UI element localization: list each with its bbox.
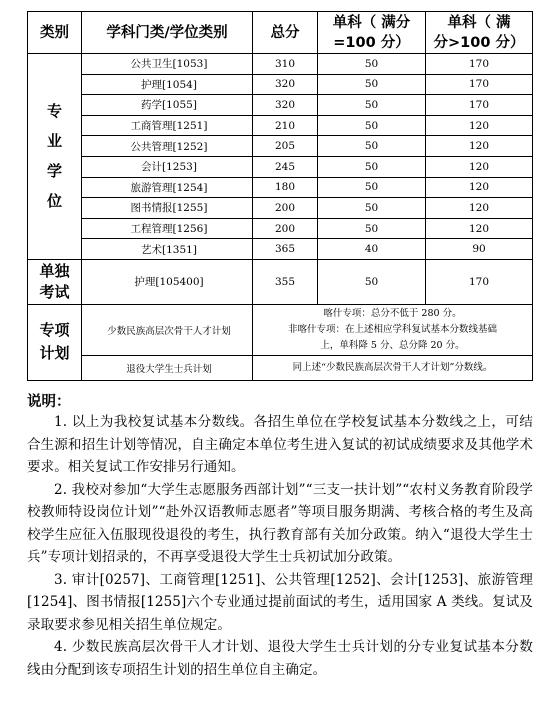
total-score: 200 [253, 198, 318, 219]
table-header-row [28, 12, 533, 54]
total-score: 320 [253, 74, 318, 95]
table-row-standalone-exam [28, 259, 533, 304]
single-gt100-score: 90 [426, 239, 533, 260]
discipline-name: 艺术[1351] [82, 239, 253, 260]
table-row [28, 95, 533, 116]
total-score: 210 [253, 115, 318, 136]
single-gt100-score: 170 [426, 74, 533, 95]
header-single-100-line1: 单科（ 满分 [332, 14, 411, 31]
single-100-score: 50 [318, 218, 426, 239]
discipline-name: 图书情报[1255] [82, 198, 253, 219]
total-score: 365 [253, 239, 318, 260]
single-100-score: 50 [318, 95, 426, 116]
single-gt100-score: 120 [426, 177, 533, 198]
single-gt100-score: 170 [426, 259, 533, 304]
single-100-score: 50 [318, 115, 426, 136]
category-standalone-exam: 单独 考试 [28, 259, 82, 304]
header-single-gt100-line2: 分>100 分） [433, 34, 525, 51]
discipline-name: 护理[1054] [82, 74, 253, 95]
header-single-gt100-line1: 单科（ 满 [447, 14, 511, 31]
total-score: 320 [253, 95, 318, 116]
discipline-name: 药学[1055] [82, 95, 253, 116]
plan-note: 同上述“少数民族高层次骨干人才计划”分数线。 [253, 355, 533, 380]
single-gt100-score: 120 [426, 198, 533, 219]
discipline-name: 工商管理[1251] [82, 115, 253, 136]
single-gt100-score: 120 [426, 136, 533, 157]
total-score: 180 [253, 177, 318, 198]
header-single-100-line2: =100 分） [333, 34, 410, 51]
table-row-special-plan [28, 304, 533, 355]
note-item: 1. 以上为我校复试基本分数线。各招生单位在学校复试基本分数线之上，可结合生源和招生计划等情况，自主确定本单位考生进入复试的初试成绩要求及其他学术要求。相关复试工作安排另行通知。 [27, 414, 533, 475]
single-gt100-score: 170 [426, 54, 533, 75]
category-special-plan: 专项 计划 [28, 304, 82, 380]
header-total: 总分 [253, 12, 318, 54]
table-row-special-plan [28, 355, 533, 380]
header-discipline: 学科门类/学位类别 [82, 12, 253, 54]
discipline-name: 公共卫生[1053] [82, 54, 253, 75]
table-row [28, 74, 533, 95]
header-category: 类别 [28, 12, 82, 54]
total-score: 245 [253, 156, 318, 177]
single-100-score: 50 [318, 136, 426, 157]
table-row [28, 136, 533, 157]
table-row [28, 177, 533, 198]
table-row [28, 156, 533, 177]
discipline-name: 护理[105400] [82, 259, 253, 304]
total-score: 355 [253, 259, 318, 304]
single-100-score: 50 [318, 198, 426, 219]
table-row [28, 198, 533, 219]
single-100-score: 50 [318, 74, 426, 95]
single-100-score: 50 [318, 259, 426, 304]
notes-section [27, 394, 533, 681]
single-gt100-score: 170 [426, 95, 533, 116]
note-item: 3. 审计[0257]、工商管理[1251]、公共管理[1252]、会计[1253]、旅游管理[1254]、图书情报[1255]六个专业通过提前面试的考生，适用国家 A 类线。复试及录取要求参见相关招生单位规定。 [27, 571, 533, 633]
table-row [28, 54, 533, 75]
total-score: 205 [253, 136, 318, 157]
category-professional-degree: 专 业 学 位 [28, 54, 82, 260]
note-item: 2. 我校对参加“大学生志愿服务西部计划”“三支一扶计划”“农村义务教育阶段学校教师特设岗位计划”“赴外汉语教师志愿者”等项目服务期满、考核合格的考生及高校学生应征入伍服现役退役的考生，执行教育部有关加分政策。纳入“退役大学生士兵”专项计划招录的，不再享受退役大学生士兵初试加分政策。 [27, 481, 533, 565]
single-100-score: 40 [318, 239, 426, 260]
discipline-name: 工程管理[1256] [82, 218, 253, 239]
score-table [27, 11, 533, 381]
single-gt100-score: 120 [426, 218, 533, 239]
single-100-score: 50 [318, 177, 426, 198]
note-item: 4. 少数民族高层次骨干人才计划、退役大学生士兵计划的分专业复试基本分数线由分配到该专项招生计划的招生单位自主确定。 [27, 639, 533, 678]
header-single-100 [318, 12, 426, 54]
plan-name: 少数民族高层次骨干人才计划 [82, 304, 253, 355]
header-single-gt100 [426, 12, 533, 54]
discipline-name: 会计[1253] [82, 156, 253, 177]
single-100-score: 50 [318, 54, 426, 75]
single-gt100-score: 120 [426, 115, 533, 136]
plan-name: 退役大学生士兵计划 [82, 355, 253, 380]
discipline-name: 旅游管理[1254] [82, 177, 253, 198]
table-row [28, 239, 533, 260]
notes-title: 说明： [27, 394, 71, 410]
table-row [28, 115, 533, 136]
single-100-score: 50 [318, 156, 426, 177]
total-score: 200 [253, 218, 318, 239]
plan-note: 喀什专项：总分不低于 280 分。 非喀什专项：在上述相应学科复试基本分数线基础 上，单科降 5 分、总分降 20 分。 [253, 304, 533, 355]
table-row [28, 218, 533, 239]
single-gt100-score: 120 [426, 156, 533, 177]
discipline-name: 公共管理[1252] [82, 136, 253, 157]
total-score: 310 [253, 54, 318, 75]
